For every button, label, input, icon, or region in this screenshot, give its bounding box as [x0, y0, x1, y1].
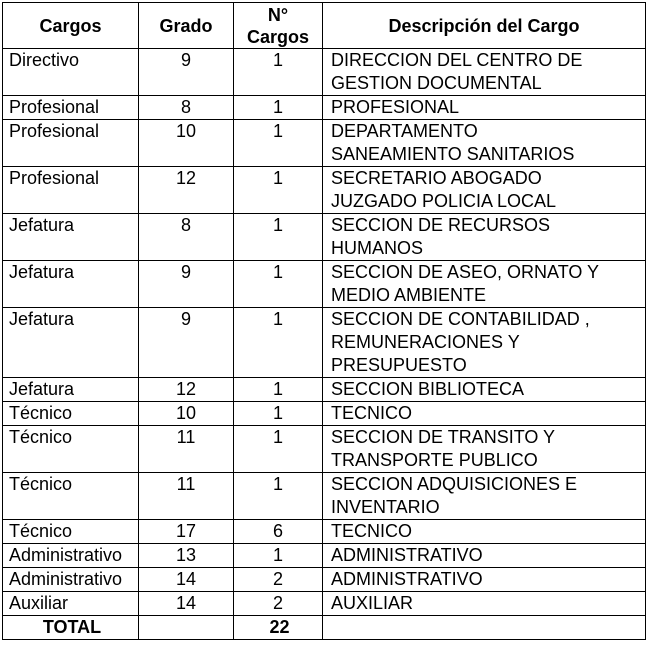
- table-row: [3, 544, 646, 568]
- table-row: [3, 96, 646, 120]
- cell-descripcion: [323, 592, 646, 616]
- descripcion-line: DIRECCION DEL CENTRO DE: [331, 50, 583, 70]
- cell-descripcion: [323, 96, 646, 120]
- header-cargos: Cargos: [3, 3, 139, 49]
- cell-cargo: Jefatura: [3, 261, 139, 308]
- header-grado: Grado: [139, 3, 234, 49]
- cell-grado: 10: [139, 120, 234, 167]
- cell-n-cargos: 1: [234, 120, 323, 167]
- cell-grado: 11: [139, 473, 234, 520]
- table-row: [3, 261, 646, 308]
- descripcion-line: MEDIO AMBIENTE: [331, 285, 487, 305]
- descripcion-line: SECRETARIO ABOGADO: [331, 168, 542, 188]
- descripcion-line: HUMANOS: [331, 238, 424, 258]
- cell-n-cargos: 1: [234, 544, 323, 568]
- cell-n-cargos: 1: [234, 167, 323, 214]
- cell-cargo: Profesional: [3, 96, 139, 120]
- descripcion-line: INVENTARIO: [331, 497, 440, 517]
- cell-descripcion: [323, 49, 646, 96]
- cell-grado: 12: [139, 167, 234, 214]
- cell-n-cargos: 1: [234, 473, 323, 520]
- cell-cargo: Profesional: [3, 120, 139, 167]
- cell-cargo: Administrativo: [3, 568, 139, 592]
- cell-grado: 13: [139, 544, 234, 568]
- cell-cargo: Técnico: [3, 426, 139, 473]
- cell-n-cargos: 1: [234, 96, 323, 120]
- cell-descripcion: [323, 261, 646, 308]
- descripcion-line: ADMINISTRATIVO: [331, 545, 483, 565]
- cell-descripcion: [323, 426, 646, 473]
- cell-n-cargos: 1: [234, 426, 323, 473]
- table-row: [3, 473, 646, 520]
- header-n-cargos-line2: Cargos: [246, 26, 309, 47]
- cell-grado: 8: [139, 214, 234, 261]
- descripcion-line: PROFESIONAL: [331, 97, 460, 117]
- descripcion-line: SECCION DE TRANSITO Y: [331, 427, 556, 447]
- cell-cargo: Jefatura: [3, 214, 139, 261]
- cell-n-cargos: 1: [234, 214, 323, 261]
- cell-descripcion: [323, 568, 646, 592]
- table-row: [3, 167, 646, 214]
- descripcion-line: SECCION ADQUISICIONES E: [331, 474, 578, 494]
- cell-grado: 14: [139, 592, 234, 616]
- descripcion-line: AUXILIAR: [331, 593, 414, 613]
- descripcion-line: GESTION DOCUMENTAL: [331, 73, 542, 93]
- table-row: [3, 592, 646, 616]
- header-n-cargos-line1: N°: [267, 4, 289, 25]
- cell-descripcion: [323, 520, 646, 544]
- total-row: [3, 616, 646, 640]
- descripcion-line: DEPARTAMENTO: [331, 121, 478, 141]
- descripcion-line: TRANSPORTE PUBLICO: [331, 450, 538, 470]
- cell-n-cargos: 1: [234, 402, 323, 426]
- cell-n-cargos: 1: [234, 378, 323, 402]
- cell-grado: 10: [139, 402, 234, 426]
- total-empty-grado: [139, 616, 234, 640]
- cell-descripcion: [323, 120, 646, 167]
- cell-descripcion: [323, 214, 646, 261]
- cell-n-cargos: 1: [234, 49, 323, 96]
- table-row: [3, 568, 646, 592]
- cell-n-cargos: 2: [234, 568, 323, 592]
- descripcion-line: SECCION DE ASEO, ORNATO Y: [331, 262, 600, 282]
- table-row: [3, 520, 646, 544]
- total-value: 22: [234, 616, 323, 640]
- descripcion-line: SECCION BIBLIOTECA: [331, 379, 525, 399]
- cell-grado: 9: [139, 261, 234, 308]
- header-row: [3, 3, 646, 49]
- cell-cargo: Auxiliar: [3, 592, 139, 616]
- descripcion-line: TECNICO: [331, 403, 412, 423]
- cell-n-cargos: 2: [234, 592, 323, 616]
- descripcion-line: SECCION DE RECURSOS: [331, 215, 551, 235]
- descripcion-line: SANEAMIENTO SANITARIOS: [331, 144, 575, 164]
- cell-descripcion: [323, 402, 646, 426]
- cell-cargo: Técnico: [3, 402, 139, 426]
- cell-grado: 9: [139, 49, 234, 96]
- descripcion-line: ADMINISTRATIVO: [331, 569, 483, 589]
- header-descripcion: Descripción del Cargo: [323, 3, 646, 49]
- descripcion-line: PRESUPUESTO: [331, 355, 467, 375]
- cell-descripcion: [323, 378, 646, 402]
- total-label: TOTAL: [3, 616, 139, 640]
- cell-grado: 9: [139, 308, 234, 378]
- descripcion-line: JUZGADO POLICIA LOCAL: [331, 191, 557, 211]
- table-row: [3, 402, 646, 426]
- cell-cargo: Administrativo: [3, 544, 139, 568]
- table-row: [3, 214, 646, 261]
- cell-n-cargos: 1: [234, 308, 323, 378]
- cell-grado: 11: [139, 426, 234, 473]
- cell-n-cargos: 1: [234, 261, 323, 308]
- cell-n-cargos: 6: [234, 520, 323, 544]
- cell-grado: 17: [139, 520, 234, 544]
- cell-cargo: Directivo: [3, 49, 139, 96]
- total-empty-desc: [323, 616, 646, 640]
- table-row: [3, 49, 646, 96]
- cell-grado: 12: [139, 378, 234, 402]
- descripcion-line: REMUNERACIONES Y: [331, 332, 520, 352]
- cargos-table: [2, 2, 646, 640]
- table-row: [3, 426, 646, 473]
- table-body: [3, 49, 646, 616]
- cell-cargo: Profesional: [3, 167, 139, 214]
- cell-descripcion: [323, 544, 646, 568]
- cell-cargo: Jefatura: [3, 308, 139, 378]
- table-row: [3, 378, 646, 402]
- table-row: [3, 120, 646, 167]
- cell-cargo: Técnico: [3, 520, 139, 544]
- cell-cargo: Jefatura: [3, 378, 139, 402]
- table-row: [3, 308, 646, 378]
- cell-descripcion: [323, 167, 646, 214]
- descripcion-line: TECNICO: [331, 521, 412, 541]
- cell-grado: 14: [139, 568, 234, 592]
- cell-descripcion: [323, 308, 646, 378]
- header-n-cargos: [234, 3, 323, 49]
- cell-grado: 8: [139, 96, 234, 120]
- cell-cargo: Técnico: [3, 473, 139, 520]
- descripcion-line: SECCION DE CONTABILIDAD ,: [331, 309, 590, 329]
- cell-descripcion: [323, 473, 646, 520]
